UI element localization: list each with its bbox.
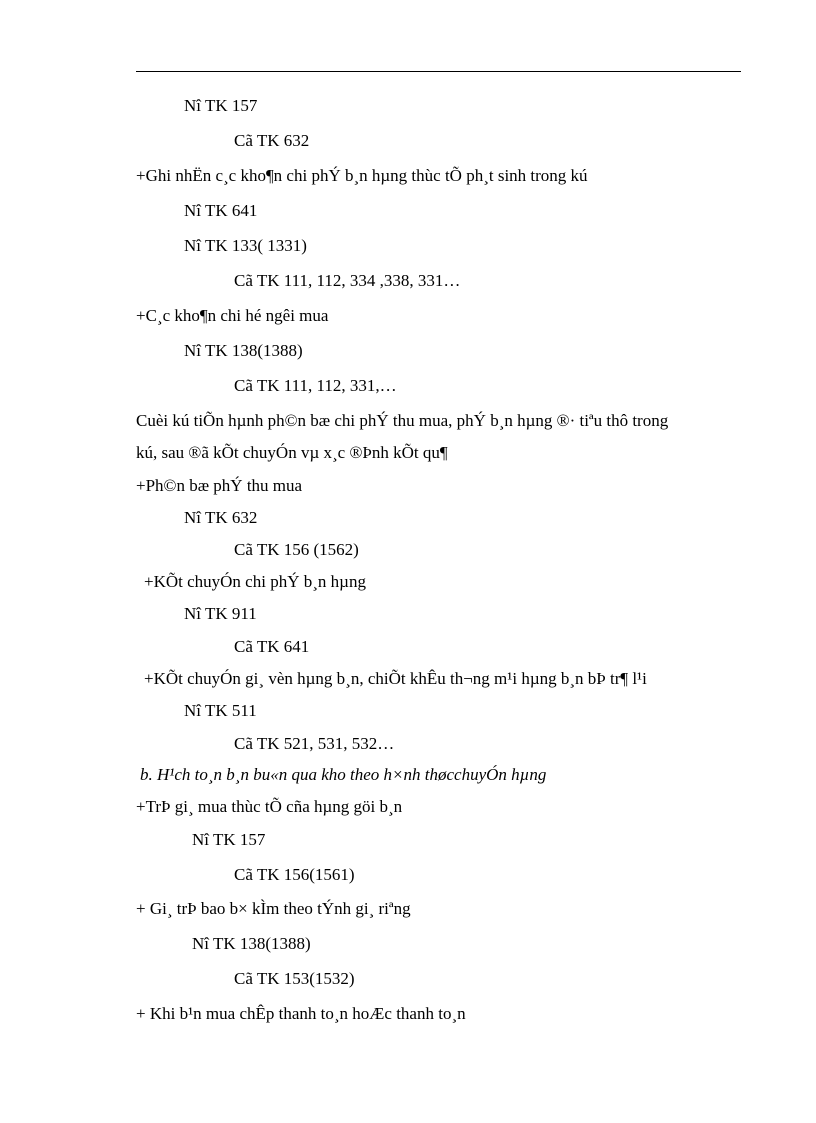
- text-line: +TrÞ gi¸ mua thùc tÕ cña hµng göi b¸n: [136, 797, 403, 816]
- text-line: Cã TK 111, 112, 331,…: [234, 376, 397, 395]
- text-line: Cã TK 111, 112, 334 ,338, 331…: [234, 271, 461, 290]
- text-line: +Ghi nhËn c¸c kho¶n chi phÝ b¸n hµng thùc tÕ ph¸t sinh trong kú: [136, 166, 588, 185]
- text-line: +KÕt chuyÓn chi phÝ b¸n hµng: [144, 572, 366, 591]
- header-rule: [136, 71, 741, 72]
- text-line: Cã TK 641: [234, 637, 310, 656]
- text-line: Nî TK 138(1388): [192, 934, 311, 953]
- text-line: Cã TK 153(1532): [234, 969, 355, 988]
- text-line: +Ph©n bæ phÝ thu mua: [136, 476, 303, 495]
- text-line: Nî TK 511: [184, 701, 257, 720]
- text-line: +KÕt chuyÓn gi¸ vèn hµng b¸n, chiÕt khÊu th¬ng m¹i hµng b¸n bÞ tr¶ l¹i: [144, 669, 647, 688]
- text-line: Cã TK 156(1561): [234, 865, 355, 884]
- text-line: Nî TK 632: [184, 508, 258, 527]
- text-line: Cã TK 632: [234, 131, 310, 150]
- text-line: Nî TK 133( 1331): [184, 236, 307, 255]
- text-line: Nî TK 157: [184, 96, 258, 115]
- section-heading: b. H¹ch to¸n b¸n bu«n qua kho theo h×nh thøcchuyÓn hµng: [140, 765, 547, 784]
- text-line: +C¸c kho¶n chi hé ngêi mua: [136, 306, 329, 325]
- text-line: Nî TK 157: [192, 830, 266, 849]
- text-line: Nî TK 138(1388): [184, 341, 303, 360]
- text-line: Nî TK 641: [184, 201, 258, 220]
- text-line: + Gi¸ trÞ bao b× kÌm theo tÝnh gi¸ riªng: [136, 899, 411, 918]
- text-line: kú, sau ®ã kÕt chuyÓn vµ x¸c ®Þnh kÕt qu¶: [136, 443, 448, 462]
- text-line: Nî TK 911: [184, 604, 257, 623]
- text-line: Cuèi kú tiÕn hµnh ph©n bæ chi phÝ thu mua, phÝ b¸n hµng ®· tiªu thô trong: [136, 411, 669, 430]
- text-line: Cã TK 521, 531, 532…: [234, 734, 395, 753]
- text-line: Cã TK 156 (1562): [234, 540, 359, 559]
- text-line: + Khi b¹n mua chÊp thanh to¸n hoÆc thanh to¸n: [136, 1004, 466, 1023]
